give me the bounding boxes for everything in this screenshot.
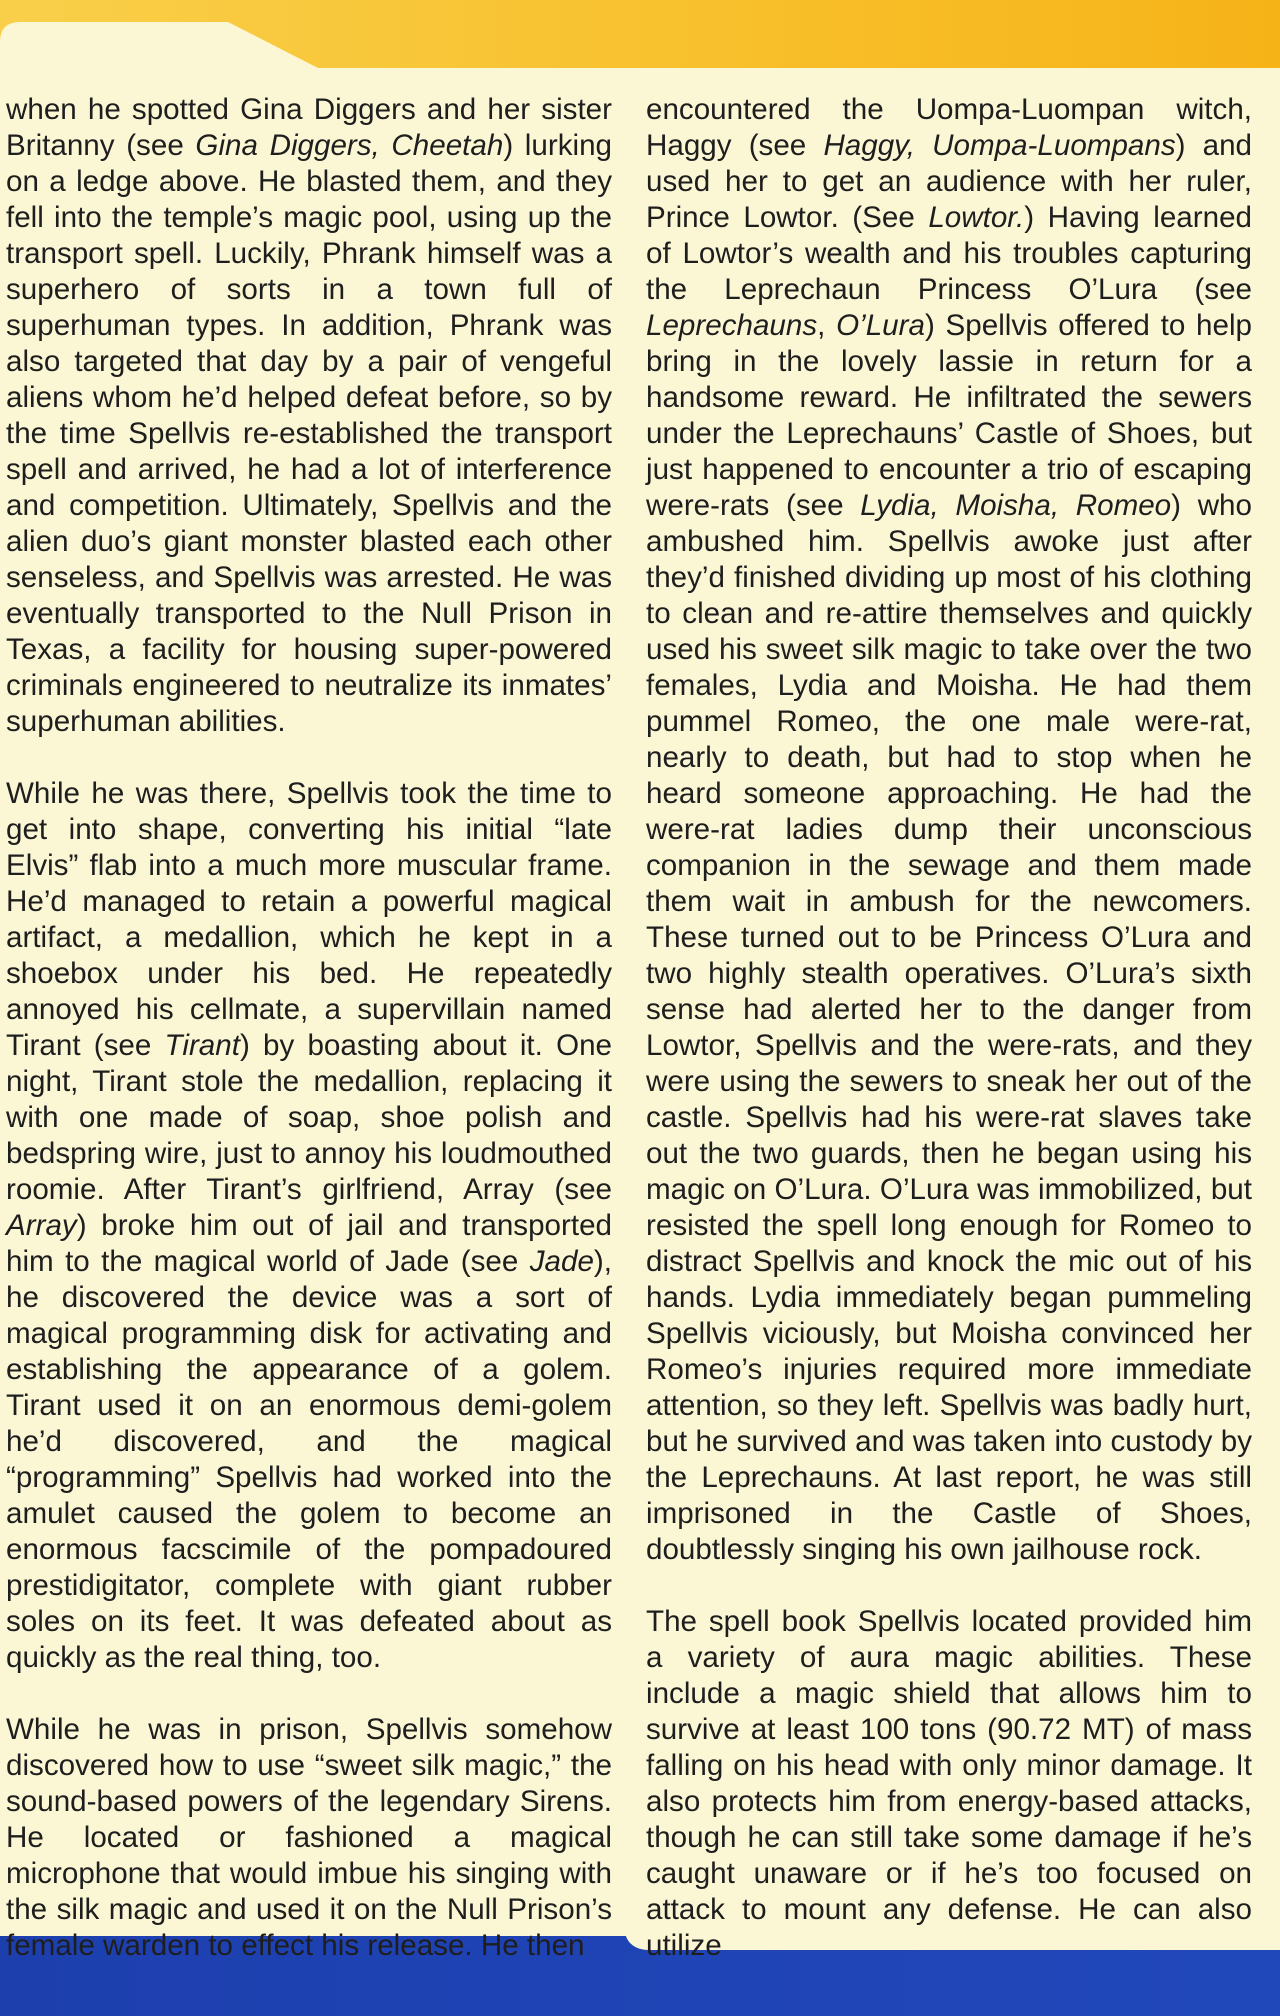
text-run: The spell book Spellvis located provided him a variety of aura magic abilities. These include a magic shield that allows him to survive at least 100 tons (90.72 MT) of mass falling on his head with only minor damage. It also protects him from energy-based attacks, though he can still take some damage if he’s caught unaware or if he’s too focused on attack to mount any defense. He can also utilize (646, 1605, 1252, 1962)
right-text-column (646, 92, 1252, 1964)
text-run: While he was in prison, Spellvis somehow discovered how to use “sweet silk magic,” the sound-based powers of the legendary Sirens. He located or fashioned a magical microphone that would imbue his singing with the silk magic and used it on the Null Prison’s female warden to effect his release. He then (6, 1713, 612, 1962)
text-run: ) by boasting about it. One night, Tirant stole the medallion, replacing it with one made of soap, shoe polish and bedspring wire, just to annoy his loudmouthed roomie. After Tirant’s girlfriend, Array (see (6, 1029, 613, 1206)
paragraph (646, 1604, 1252, 1964)
text-run: ) Spellvis offered to help bring in the lovely lassie in return for a handsome reward. He infiltrated the sewers under the Leprechauns’ Castle of Shoes, but just happened to encounter a trio of escaping were-rats (see (646, 309, 1252, 522)
paragraph (646, 92, 1252, 1568)
italic-reference: Lydia, Moisha, Romeo (860, 489, 1172, 522)
text-run: ) who ambushed him. Spellvis awoke just after they’d finished dividing up most of his clothing to clean and re-attire themselves and quickly used his sweet silk magic to take over the two females, Lydia and Moisha. He had them pummel Romeo, the one male were-rat, nearly to death, but had to stop when he heard someone approaching. He had the were-rat ladies dump their unconscious companion in the sewage and them made them wait in ambush for the newcomers. These turned out to be Princess O’Lura and two highly stealth operatives. O’Lura’s sixth sense had alerted her to the danger from Lowtor, Spellvis and the were-rats, and they were using the sewers to sneak her out of the castle. Spellvis had his were-rat slaves take out the two guards, then he began using his magic on O’Lura. O’Lura was immobilized, but resisted the spell long enough for Romeo to distract Spellvis and knock the mic out of his hands. Lydia immediately began pummeling Spellvis viciously, but Moisha convinced her Romeo’s injuries required more immediate attention, so they left. Spellvis was badly hurt, but he survived and was taken into custody by the Leprechauns. At last report, he was still imprisoned in the Castle of Shoes, doubtlessly singing his own jailhouse rock. (646, 489, 1252, 1566)
text-run: encountered the Uompa-Luompan witch, Haggy (see (646, 93, 1252, 162)
paragraph (6, 1712, 612, 1964)
italic-reference: Tirant (164, 1029, 240, 1062)
text-run: when he spotted Gina Diggers and her sister Britanny (see (6, 93, 612, 162)
top-tab-shape (0, 0, 1280, 90)
text-run: ) Having learned of Lowtor’s wealth and his troubles capturing the Leprechaun Princess O’Lura (see (646, 201, 1252, 306)
text-run: ) lurking on a ledge above. He blasted them, and they fell into the temple’s magic pool, using up the transport spell. Luckily, Phrank himself was a superhero of sorts in a town full of superhuman types. In addition, Phrank was also targeted that day by a pair of vengeful aliens whom he’d helped defeat before, so by the time Spellvis re-established the transport spell and arrived, he had a lot of interference and competition. Ultimately, Spellvis and the alien duo’s giant monster blasted each other senseless, and Spellvis was arrested. He was eventually transported to the Null Prison in Texas, a facility for housing super-powered criminals engineered to neutralize its inmates’ superhuman abilities. (6, 129, 612, 738)
italic-reference: Leprechauns (646, 309, 818, 342)
italic-reference: O’Lura (836, 309, 925, 342)
text-run: ) and used her to get an audience with her ruler, Prince Lowtor. (See (646, 129, 1253, 234)
text-run: ), he discovered the device was a sort of magical programming disk for activating and establishing the appearance of a golem. Tirant used it on an enormous demi-golem he’d discovered, and the magical “programming” Spellvis had worked into the amulet caused the golem to become an enormous facscimile of the pompadoured prestidigitator, complete with giant rubber soles on its feet. It was defeated about as quickly as the real thing, too. (6, 1245, 612, 1674)
italic-reference: Jade (529, 1245, 594, 1278)
italic-reference: Haggy, Uompa-Luompans (823, 129, 1176, 162)
text-run: While he was there, Spellvis took the time to get into shape, converting his initial “late Elvis” flab into a much more muscular frame. He’d managed to retain a powerful magical artifact, a medallion, which he kept in a shoebox under his bed. He repeatedly annoyed his cellmate, a supervillain named Tirant (see (6, 777, 612, 1062)
italic-reference: Lowtor. (928, 201, 1025, 234)
left-text-column (6, 92, 612, 1964)
paragraph (6, 92, 612, 740)
text-run: , (817, 309, 837, 342)
italic-reference: Array (6, 1209, 77, 1242)
paragraph (6, 776, 612, 1676)
italic-reference: Gina Diggers, Cheetah (195, 129, 504, 162)
text-run: ) broke him out of jail and transported him to the magical world of Jade (see (6, 1209, 612, 1278)
